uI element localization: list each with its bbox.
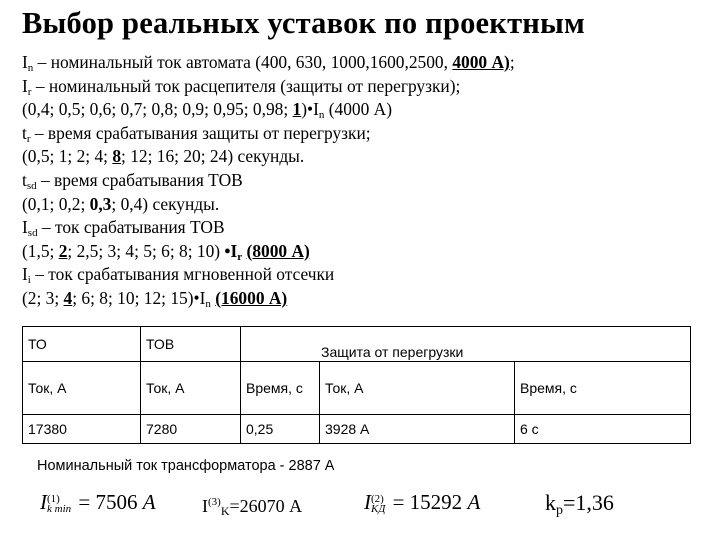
formula-value: = 15292 bbox=[387, 490, 468, 514]
value-tov: 7280 bbox=[141, 415, 241, 444]
transformer-current: Номинальный ток трансформатора - 2887 А bbox=[37, 458, 335, 474]
formula-kp bbox=[545, 490, 614, 519]
formula-unit: A bbox=[142, 490, 156, 514]
text: (0,5; 1; 2; 4; bbox=[22, 146, 113, 167]
subscript: i bbox=[27, 274, 31, 287]
text: – время срабатывания защиты от перегрузки; bbox=[30, 122, 371, 143]
formula-k3 bbox=[202, 496, 302, 519]
text: ; 2,5; 3; 4; 5; 6; 8; 10) bbox=[67, 240, 225, 261]
text: ; 12; 16; 20; 24) секунды. bbox=[121, 146, 305, 167]
superscript: (1) bbox=[47, 493, 60, 506]
formula-value: =1,36 bbox=[563, 490, 614, 515]
text: t bbox=[22, 169, 27, 190]
subscript: sd bbox=[26, 179, 37, 192]
text: – номинальный ток расцепителя (защиты от перегрузки); bbox=[31, 75, 461, 96]
formula-value: =26070 А bbox=[229, 496, 303, 516]
text: I bbox=[22, 217, 28, 238]
text: – ток срабатывания мгновенной отсечки bbox=[30, 264, 335, 285]
line-tsd bbox=[22, 169, 712, 193]
formula-symbol: k bbox=[545, 490, 556, 515]
value-to: 17380 bbox=[23, 415, 141, 444]
formula-symbol: I bbox=[364, 490, 371, 514]
bold-text: 0,3 bbox=[89, 193, 112, 214]
bold-text: 8 bbox=[112, 146, 122, 167]
text: I bbox=[22, 264, 28, 285]
text: (0,4; 0,5; 0,6; 0,7; 0,8; 0,9; 0,95; 0,98; bbox=[22, 99, 293, 120]
header-tov: ТОВ bbox=[141, 327, 241, 362]
text: t bbox=[22, 122, 27, 143]
line-tr bbox=[22, 122, 712, 146]
table-subheader-row bbox=[23, 362, 691, 415]
subscript: n bbox=[27, 62, 34, 74]
subscript: p bbox=[556, 503, 563, 518]
line-tr-values bbox=[22, 145, 712, 169]
superscript: (2) bbox=[371, 493, 384, 506]
line-in bbox=[22, 51, 712, 75]
text: (0,1; 0,2; bbox=[22, 193, 90, 214]
bold-text: 1 bbox=[292, 99, 302, 120]
text: I bbox=[22, 52, 28, 72]
header-to: ТО bbox=[23, 327, 141, 362]
text: (1,5; bbox=[22, 240, 59, 261]
text: )•I bbox=[301, 99, 319, 120]
formula-symbol: I bbox=[40, 490, 47, 514]
bold-text: (8000 А) bbox=[246, 240, 310, 261]
formula-indices bbox=[371, 494, 385, 514]
settings-text bbox=[22, 51, 712, 311]
formula-unit: A bbox=[467, 490, 481, 514]
subscript: r bbox=[237, 250, 243, 263]
formula-value: = 7506 bbox=[73, 490, 143, 514]
cell-current: Ток, А bbox=[141, 362, 241, 415]
formula-indices bbox=[47, 494, 71, 514]
subscript: r bbox=[26, 132, 31, 145]
text: (2; 3; bbox=[22, 287, 64, 308]
header-overload bbox=[241, 327, 691, 362]
text: – время срабатывания ТОВ bbox=[36, 169, 243, 190]
line-ii bbox=[22, 263, 712, 287]
subscript: KД bbox=[371, 503, 386, 516]
formula-kmin bbox=[40, 490, 156, 515]
subscript: K bbox=[220, 504, 230, 518]
bold-text: (16000 А) bbox=[215, 287, 288, 308]
line-isd-values bbox=[22, 240, 712, 264]
text: ; 6; 8; 10; 12; 15)•I bbox=[72, 287, 206, 308]
value-time: 0,25 bbox=[241, 415, 320, 444]
cell-time: Время, с bbox=[515, 362, 691, 415]
cell-time: Время, с bbox=[241, 362, 320, 415]
bold-text: 4000 А) bbox=[452, 52, 510, 72]
bold-text: •I bbox=[224, 240, 238, 261]
cell-current: Ток, А bbox=[23, 362, 141, 415]
bold-text: 4 bbox=[63, 287, 73, 308]
table-header-row bbox=[23, 327, 691, 362]
text: I bbox=[22, 75, 28, 96]
formula-kd bbox=[364, 490, 480, 515]
line-ir bbox=[22, 75, 712, 99]
header-overload-label: Защита от перегрузки bbox=[321, 344, 464, 360]
text: – номинальный ток автомата (400, 630, 1000,1600,2500, bbox=[33, 52, 453, 72]
subscript: k min bbox=[47, 503, 72, 516]
value-current: 3928 А bbox=[320, 415, 515, 444]
subscript: n bbox=[318, 109, 325, 122]
formula-symbol: I bbox=[202, 496, 208, 516]
superscript: (3) bbox=[208, 496, 221, 508]
value-time: 6 с bbox=[515, 415, 691, 444]
line-tsd-values bbox=[22, 193, 712, 217]
subscript: r bbox=[27, 85, 32, 98]
text: (4000 А) bbox=[324, 99, 393, 120]
line-ir-values bbox=[22, 98, 712, 122]
cell-current: Ток, А bbox=[320, 362, 515, 415]
text: ; bbox=[509, 52, 515, 72]
subscript: sd bbox=[27, 227, 38, 240]
text: – ток срабатывания ТОВ bbox=[37, 217, 225, 238]
bold-text: 2 bbox=[58, 240, 68, 261]
settings-table bbox=[22, 326, 691, 444]
page-title: Выбор реальных уставок по проектным bbox=[22, 6, 586, 40]
text: ; 0,4) секунды. bbox=[111, 193, 220, 214]
line-isd bbox=[22, 216, 712, 240]
subscript: n bbox=[205, 297, 211, 310]
table-row bbox=[23, 415, 691, 444]
line-ii-values bbox=[22, 287, 712, 311]
